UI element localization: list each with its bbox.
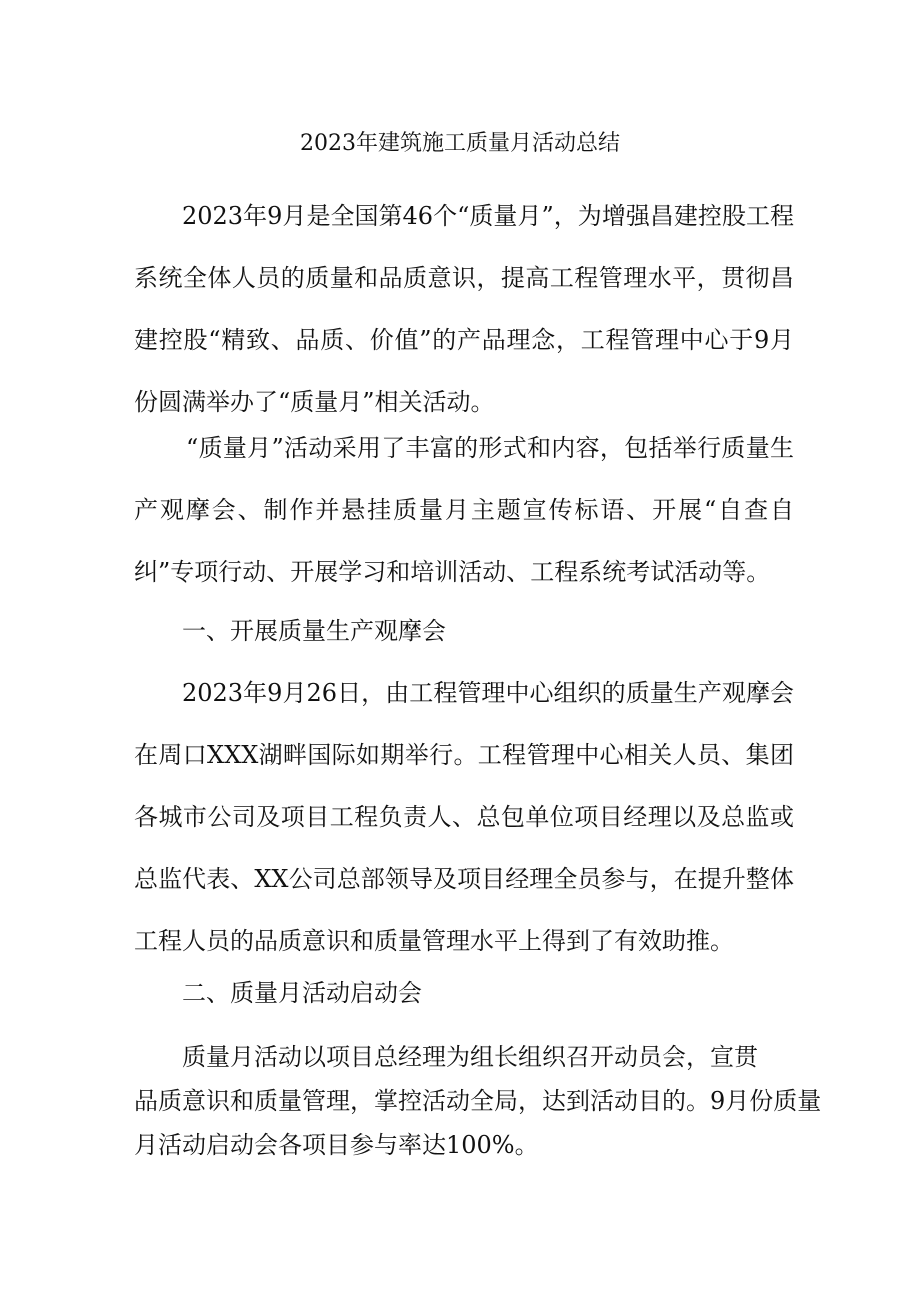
section-2-line-1: 质量月活动以项目总经理为组长组织召开动员会，宣贯 [182, 1043, 758, 1071]
section-2-line-3: 月活动启动会各项目参与率达100%。 [134, 1131, 539, 1159]
section-2-line-2: 品质意识和质量管理，掌控活动全局，达到活动目的。9月份质量 [134, 1087, 822, 1115]
section-2-heading: 二、质量月活动启动会 [182, 979, 422, 1007]
section-1-paragraph: 2023年9月26日，由工程管理中心组织的质量生产观摩会在周口XXX湖畔国际如期举行。工程管理中心相关人员、集团各城市公司及项目工程负责人、总包单位项目经理以及总监或总监代表、XX公司总部领导及项目经理全员参与，在提升整体工程人员的品质意识和质量管理水平上得到了有效助推。 [134, 679, 794, 955]
section-2-paragraph [134, 1035, 822, 1167]
intro-paragraph: 2023年9月是全国第46个“质量月”，为增强昌建控股工程系统全体人员的质量和品质意识，提高工程管理水平，贯彻昌建控股“精致、品质、价值”的产品理念，工程管理中心于9月份圆满举办了“质量月”相关活动。 [134, 202, 794, 416]
section-1-heading: 一、开展质量生产观摩会 [182, 617, 446, 645]
forms-paragraph: “质量月”活动采用了丰富的形式和内容，包括举行质量生产观摩会、制作并悬挂质量月主题宣传标语、开展“自查自纠”专项行动、开展学习和培训活动、工程系统考试活动等。 [134, 434, 794, 586]
document-title: 2023年建筑施工质量月活动总结 [300, 131, 620, 156]
